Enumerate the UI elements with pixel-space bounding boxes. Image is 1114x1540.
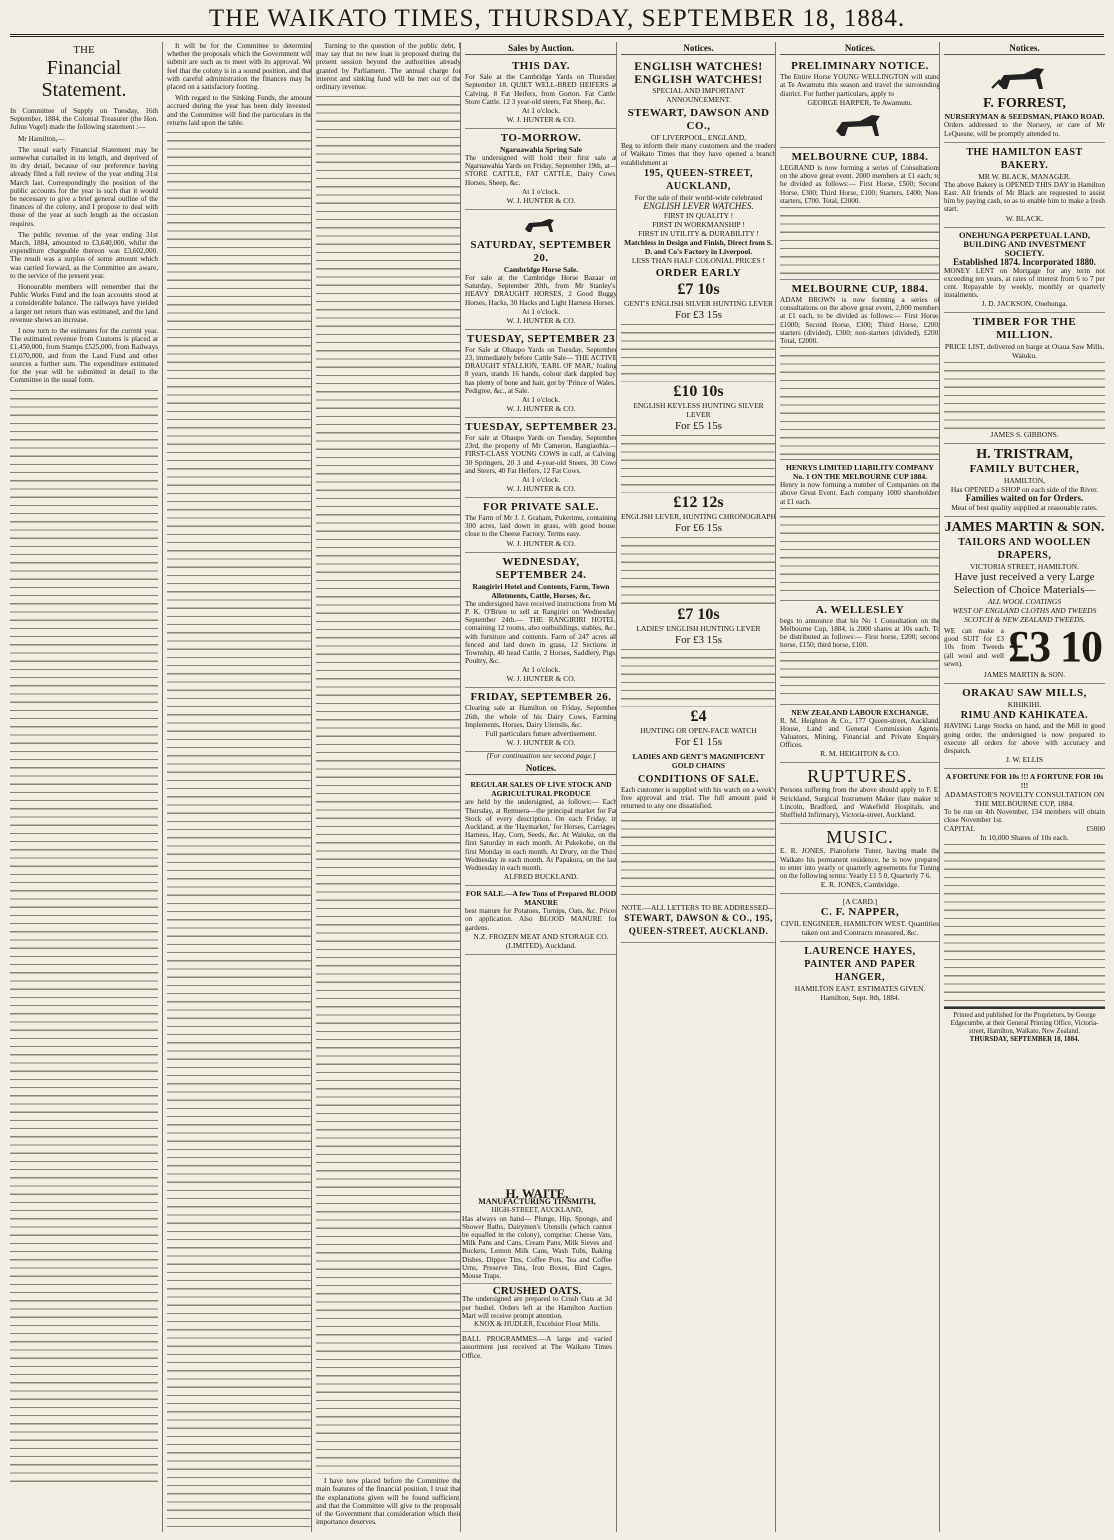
- auction-ad-time: At 1 o'clock.: [521, 106, 561, 116]
- orakau-sawmills-ad: [944, 684, 1105, 769]
- ad-families: Families waited on for Orders.: [965, 493, 1084, 504]
- ad-title: REGULAR SALES OF LIVE STOCK AND AGRICULTURAL PRODUCE: [470, 780, 612, 799]
- auction-ad: [465, 210, 617, 330]
- ad-intro: Beg to inform their many customers and the readers of Waikato Times that they have opened a branch establishment at: [621, 142, 776, 167]
- ad-chains: LADIES AND GENT'S MAGNIFICENT GOLD CHAINS: [632, 751, 765, 770]
- auction-ad-title: THIS DAY.: [511, 60, 571, 73]
- ad-title: F. FORREST,: [983, 96, 1066, 112]
- ad-body: R. M. Heighton & Co., 177 Queen-street, Auckland, House, Land and General Commission Agents, Valuators, Mining, Financial and Private Enquiry Offices.: [780, 716, 940, 750]
- ad-body-filler: [944, 842, 1105, 1002]
- auction-ad-subtitle: Ngaruawahia Spring Sale: [499, 145, 583, 155]
- ad-title: A FORTUNE FOR 10s !!! A FORTUNE FOR 10s !!!: [945, 772, 1104, 791]
- ad-body: The Entire Horse YOUNG WELLINGTON will stand at Te Awamutu this season and travel the surrounding district. For further particulars, apply to: [780, 73, 940, 98]
- auction-ad-title: TO-MORROW.: [500, 132, 582, 145]
- ad-title: MELBOURNE CUP, 1884.: [791, 283, 929, 296]
- ad-title: ONEHUNGA PERPETUAL LAND, BUILDING AND INVESTMENT SOCIETY.: [958, 229, 1091, 258]
- notices-header: Notices.: [621, 44, 776, 55]
- notices-header: Notices.: [944, 44, 1105, 55]
- ad-body-filler: [944, 360, 1105, 430]
- auction-ad-subtitle: Rangiriri Hotel and Contents, Farm, Town Allotments, Cattle, Horses, &c.: [472, 581, 610, 600]
- ad-sub: MR W. BLACK, MANAGER.: [978, 171, 1071, 181]
- ad-title: HENRYS LIMITED LIABILITY COMPANY No. 1 ON THE MELBOURNE CUP 1884.: [786, 463, 934, 482]
- ad-title: ORAKAU SAW MILLS,: [962, 687, 1087, 700]
- auction-ad: [465, 688, 617, 752]
- ad-firm: STEWART, DAWSON AND CO.,: [627, 107, 770, 133]
- watch-item: [621, 280, 776, 322]
- ad-firm: J. D. JACKSON, Onehunga.: [981, 299, 1068, 309]
- livestock-sales-ad: [465, 777, 617, 886]
- capital-label: CAPITAL: [944, 823, 976, 833]
- ad-body: MONEY LENT on Mortgage for any term not exceeding ten years, at rates of interest from 6 to 7 per cent. Repayable by weekly, monthly or quarterly instalments.: [944, 266, 1105, 300]
- preliminary-notice-ad: [780, 57, 940, 148]
- ad-title: PRELIMINARY NOTICE.: [791, 60, 929, 73]
- ad-firm: ALFRED BUCKLAND.: [503, 872, 579, 882]
- article-paragraph: I have now placed before the Committee the main features of the financial position. I trust that the explanations given will be found sufficient, and that the Committee will give to the proposals of the Government that consideration which their importance deserves.: [316, 1477, 461, 1527]
- ad-product: ENGLISH LEVER WATCHES.: [643, 200, 754, 211]
- imprint: [944, 1007, 1105, 1044]
- ad-body-filler: [780, 506, 940, 596]
- hayes-ad: [780, 942, 940, 1006]
- auction-ad-time: At 1 o'clock.: [521, 475, 561, 485]
- ad-meat: Meat of best quality supplied at reasonable rates.: [951, 503, 1098, 513]
- auction-ad-firm: W. J. HUNTER & CO.: [506, 674, 576, 684]
- ad-special: SPECIAL AND IMPORTANT ANNOUNCEMENT.: [652, 86, 745, 105]
- ad-conditions-body: Each customer is supplied with his watch on a week's free approval and trial. The full amount paid is returned to any one dissatisfied.: [621, 785, 776, 811]
- ruptures-ad: [780, 763, 940, 824]
- auction-ad-firm: W. J. HUNTER & CO.: [506, 315, 576, 325]
- auction-ad-firm: W. J. HUNTER & CO.: [506, 484, 576, 494]
- masthead: [10, 4, 1104, 37]
- auction-ad: [465, 330, 617, 418]
- ad-body: E. R. JONES, Pianoforte Tuner, having made the Waikato his permanent residence, he is now prepared to enter into yearly or quarterly agreements for Tuning on the following terms: Yearly £1 5 0, Quarterly 7 6.: [780, 847, 940, 880]
- notices-column-7: [939, 42, 1105, 1532]
- ball-programmes-ad: BALL PROGRAMMES.—A large and varied assortment just received at The Waikato Times Office.: [462, 1335, 612, 1360]
- auction-ad-firm: W. J. HUNTER & CO.: [506, 195, 576, 205]
- watch-price: £4: [690, 707, 707, 725]
- ad-sub: FAMILY BUTCHER,: [969, 463, 1080, 476]
- crushed-oats-title: CRUSHED OATS.: [492, 1285, 582, 1298]
- watch-price: £7 10s: [677, 605, 720, 623]
- henrys-company-ad: [780, 460, 940, 601]
- forrest-ad: [944, 57, 1105, 143]
- auction-ad-body: For Sale at the Cambridge Yards on Thursday, September 18. QUIET WELL-BRED HEIFERS at Calving. 8 Fat Heifers, from Gorton. Fat Cattle, Store Cattle. 12 3 year-old steers, Fat Sheep, &c.: [465, 73, 617, 106]
- ad-firm: N.Z. FROZEN MEAT AND STORAGE CO. (LIMITED), Auckland.: [473, 931, 609, 950]
- adamastor-ad: [944, 769, 1105, 1007]
- watch-sale-price: For £3 15s: [674, 308, 723, 321]
- article-paragraph: I now turn to the estimates for the current year. The estimated revenue from Customs is placed at £1,450,000, from Stamps £525,000, from Railways £1,070,000, and from the Land Fund and other sources a further sum. The expenditure estimated for the year will be submitted in detail to the Committee in the usual form.: [10, 327, 158, 385]
- auction-ad-time: At 1 o'clock.: [521, 186, 561, 196]
- imprint-text: Printed and published for the Proprietors, by George Edgecumbe, at their General Printing Office, Victoria-street, Hamilton, Waikato, New Zealand.: [950, 1011, 1099, 1035]
- auction-ad-firm: W. J. HUNTER & CO.: [506, 115, 576, 125]
- suit-price: £3 10: [1008, 622, 1102, 672]
- newspaper-title: THE WAIKATO TIMES, THURSDAY, SEPTEMBER 18, 1884.: [208, 5, 906, 32]
- article-paragraph: Turning to the question of the public debt, I may say that no new loan is proposed during the present session beyond the authorities already granted by Parliament. The annual charge for interest and sinking fund will be met out of the ordinary revenue.: [316, 42, 461, 92]
- ad-conditions-title: CONDITIONS OF SALE.: [637, 773, 760, 785]
- ad-claim: FIRST IN UTILITY & DURABILITY !: [638, 228, 759, 238]
- ad-body: Has OPENED a SHOP on each side of the River.: [950, 485, 1099, 495]
- watches-column: [616, 42, 776, 1532]
- auction-ad-body: For sale at Ohaupo Yards on Tuesday, September 23rd, the property of Mr Cameron, Rangiaohia.— FIRST-CLASS YOUNG COWS in calf, at Calving. 30 Springers, 20 3 and 4-year-old Steers, 30 Cows and Steers, 40 Fat Heifers, 12 Fat Cows.: [465, 434, 617, 475]
- ad-title: JAMES MARTIN & SON.: [944, 520, 1105, 536]
- auction-ad-time: At 1 o'clock.: [521, 395, 561, 405]
- ad-title: H. TRISTRAM,: [976, 447, 1073, 463]
- auction-ad-subtitle: Cambridge Horse Sale.: [503, 265, 579, 275]
- auction-ad-body: Clearing sale at Hamilton on Friday, September 26th, the whole of his Dairy Cows, Farming Implements, Horses, Dairy Utensils, &c.: [465, 704, 617, 729]
- ad-less: LESS THAN HALF COLONIAL PRICES !: [631, 255, 766, 265]
- auction-ad: [465, 553, 617, 689]
- auction-ad-title: FRIDAY, SEPTEMBER 26.: [470, 691, 612, 704]
- notices-header: Notices.: [780, 44, 940, 55]
- article-body-filler: [10, 388, 158, 1488]
- ad-claim: FIRST IN QUALITY !: [663, 210, 734, 220]
- ad-firm: W. BLACK.: [1005, 213, 1044, 223]
- capital-value: £5000: [1086, 823, 1105, 833]
- ad-body: ADAM BROWN is now forming a series of consultations on the above great event, 2,000 members at £1 each, to be divided as follows:— First Horse, £1000; Second Horse, £300; Third Horse, £200; starters (divided), £300; non-starters (divided), £200. Total, £2000.: [780, 296, 940, 346]
- ad-note: NOTE.—ALL LETTERS TO BE ADDRESSED—: [621, 903, 776, 913]
- auction-ad-title: SATURDAY, SEPTEMBER 20.: [470, 239, 612, 265]
- auction-ad-title: FOR PRIVATE SALE.: [483, 501, 599, 514]
- notices-column-6: [775, 42, 940, 1532]
- auction-ad: [465, 418, 617, 498]
- ad-firm: JAMES MARTIN & SON.: [983, 670, 1066, 680]
- ad-body: Persons suffering from the above should apply to F. E. Strickland, Surgical Instrument Maker (late maker to Lincoln, Bradford, and Wakefield Hospitals, and Sheffield Infirmary), Victoria-street, Auckland.: [780, 786, 940, 820]
- waite-title: H. WAITE,: [505, 1186, 569, 1201]
- waite-body: Has always on hand— Plunge, Hip, Sponge, and Shower Baths, Dairymen's Utensils (which cannot be equalled in the colony), comprise: Cheese Vats, Milk Pans and Cans, Cream Pans, Milk Sieves and Buckets, Lemon Milk Cans, Wash Tubs, Baking Dishes, Dipper Tins, Coffee Pots, Tea and Coffee Urns, Preserve Tins, Iron Boxes, Bird Cages, Mouse Traps.: [462, 1214, 612, 1281]
- auction-ad-title: TUESDAY, SEPTEMBER 23: [466, 332, 616, 345]
- ad-body: To be run on 4th November, 134 members will obtain close November 1st.: [944, 808, 1105, 825]
- ad-body-filler: [621, 535, 776, 605]
- ad-sub: KIHIKIHI.: [1007, 700, 1042, 710]
- article-body-filler: [316, 94, 461, 1474]
- watch-sale-price: For £1 15s: [674, 735, 723, 748]
- ad-title: MELBOURNE CUP, 1884.: [791, 151, 929, 164]
- ad-matchless: Matchless in Design and Finish, Direct from S. D. and Co's Factory in Liverpool.: [624, 237, 773, 256]
- article-column-2: [162, 42, 312, 1532]
- ad-line: SCOTCH & NEW ZEALAND TWEEDS.: [963, 615, 1086, 625]
- napper-card-ad: [780, 894, 940, 942]
- watch-price: £12 12s: [673, 493, 724, 511]
- crushed-oats-body: The undersigned are prepared to Crush Oats at 3d per bushel. Orders left at the Hamilton Auction Mart will receive prompt attention.: [462, 1295, 612, 1320]
- horse-icon: [521, 215, 561, 235]
- article-paragraph: It will be for the Committee to determine whether the proposals which the Government will submit are such as to meet with its approval. We feel that the colony is in a sound position, and that with careful administration the finances may be placed on a satisfactory footing.: [167, 42, 312, 92]
- ad-body: Have just received a very Large Selection of Choice Materials—: [953, 571, 1096, 597]
- ad-body: CIVIL ENGINEER, HAMILTON WEST. Quantities taken out and Contracts measured, &c.: [780, 919, 940, 938]
- auction-ad-firm: W. J. HUNTER & CO.: [506, 538, 576, 548]
- onehunga-society-ad: [944, 228, 1105, 314]
- auction-ad: [465, 129, 617, 210]
- ad-firm: J. W. ELLIS: [1005, 755, 1044, 765]
- article-intro: In Committee of Supply on Tuesday, 16th September, 1884, the Colonial Treasurer (the Hon. Julius Vogel) made the following statement :—: [10, 107, 158, 132]
- ad-sub: PRICE LIST, delivered on barge at Otaua Saw Mills, Waiuku.: [944, 342, 1105, 361]
- article-paragraph: The usual early Financial Statement may be somewhat curtailed in its length, and deprived of its dry detail, because of our preference having already filed a full review of the year ending 31st March last. Correspondingly the position of the public accounts for the year is such that it would be necessary to give a brief general outline of the finances of the colony, and I propose to deal with those of the year at such length as the occasion requires.: [10, 145, 158, 228]
- ad-sub: NURSERYMAN & SEEDSMAN, PIAKO ROAD.: [944, 112, 1105, 122]
- plough-horse-icon: [990, 62, 1060, 92]
- ad-body: best manure for Potatoes, Turnips, Oats, &c. Prices on application. Also BLOOD MANURE for gardens.: [465, 907, 617, 932]
- ad-line: WEST OF ENGLAND CLOTHS AND TWEEDS: [952, 606, 1097, 616]
- auction-header: Sales by Auction.: [465, 44, 617, 55]
- watch-name: LADIES' ENGLISH HUNTING LEVER: [636, 623, 761, 633]
- ad-body: are held by the undersigned, as follows:— Each Thursday, at Remuera—the principal market for Fat Stock of every description. On each Friday, in Auckland, at the 'Haymarket,' for Horses, Carriages, Harness, Hay, Corn, Seeds, &c. At Waiuku, on the first Saturday in each month. At Pukekohe, on the first Monday in each month. At Drury, on the Third Wednesday in each month. At Papakura, on the last Wednesday in each month.: [465, 798, 617, 872]
- ad-body-filler: [621, 647, 776, 707]
- ad-date: Hamilton, Sept. 8th, 1884.: [820, 993, 900, 1003]
- english-watches-ad: [621, 57, 776, 943]
- ad-sub2: RIMU AND KAHIKATEA.: [960, 710, 1089, 722]
- watch-name: ENGLISH LEVER, HUNTING CHRONOGRAPH: [621, 511, 776, 521]
- ad-shares: In 10,000 Shares of 10s each.: [980, 832, 1069, 842]
- watch-price: £10 10s: [673, 382, 724, 400]
- ad-body: Orders addressed to the Nursery, or care of Mr LeQuesne, will be promptly attended to.: [944, 121, 1105, 138]
- ad-title: MUSIC.: [826, 827, 894, 848]
- ad-sub: [A CARD.]: [842, 897, 878, 907]
- article-paragraph: Honourable members will remember that the Public Works Fund and the loan accounts stood at a considerable balance. The railways have yielded a larger net return than was estimated, and the land revenue shows an increase.: [10, 283, 158, 324]
- tristram-ad: [944, 444, 1105, 517]
- ad-for-sale: For the sale of their world-wide celebrated: [634, 192, 763, 202]
- auction-ad-title: TUESDAY, SEPTEMBER 23.: [465, 421, 617, 434]
- ad-title: C. F. NAPPER,: [820, 906, 900, 919]
- labour-exchange-ad: [780, 705, 940, 764]
- ad-title: TIMBER FOR THE MILLION.: [972, 316, 1077, 342]
- article-column-1: [10, 42, 158, 1532]
- auction-ad: [465, 498, 617, 553]
- auction-ad-time: At 1 o'clock.: [521, 665, 561, 675]
- ad-body: HAVING Large Stocks on hand, and the Mill in good going order, the undersigned is now prepared to execute all orders for above with accuracy and despatch.: [944, 722, 1105, 756]
- ad-claim: FIRST IN WORKMANSHIP !: [652, 219, 745, 229]
- horse-icon: [830, 109, 890, 139]
- melbourne-cup-ad: [780, 280, 940, 460]
- ad-address2: STEWART, DAWSON & CO., 195, QUEEN-STREET, AUCKLAND.: [624, 913, 773, 937]
- crushed-oats-firm: KNOX & HUDLER, Excelsior Flour Mills.: [474, 1320, 600, 1329]
- auction-ad-note: Full particulars future advertisement.: [485, 728, 597, 738]
- auction-ad-time: At 1 o'clock.: [521, 306, 561, 316]
- article-body-filler: [167, 130, 312, 1530]
- ad-body: begs to announce that his No 1 Consultation on the Melbourne Cup, 1884, is 2000 shares at 10s each. To be distributed as follows:— First horse, £200; second horse, £150; third horse, £100.: [780, 616, 940, 650]
- wellesley-ad: [780, 601, 940, 705]
- notices-header: Notices.: [465, 764, 617, 775]
- auction-ad-body: For sale at the Cambridge Horse Bazaar on Saturday, September 20th, from Mr Stanley's. HEAVY DRAUGHT HORSES, 2 Good Buggy Horses, Hacks, 30 Hacks and Light Harness Horses.: [465, 274, 617, 307]
- watch-name: GENT'S ENGLISH SILVER HUNTING LEVER: [624, 298, 773, 308]
- ad-title: NEW ZEALAND LABOUR EXCHANGE.: [791, 707, 929, 717]
- watch-sale-price: For £5 15s: [674, 419, 723, 432]
- music-ad: [780, 824, 940, 894]
- watch-name: ENGLISH KEYLESS HUNTING SILVER LEVER: [633, 400, 764, 419]
- waite-address: HIGH-STREET, AUCKLAND,: [491, 1206, 583, 1215]
- auction-ad-body: The undersigned will hold their first sale at Ngaruawahia Yards on Friday, September 19th, at— STORE CATTLE, FAT CATTLE, Dairy Cows, Horses, Sheep, &c.: [465, 154, 617, 187]
- ad-body: Henry is now forming a number of Companies on the above Great Event. Each company 1000 shareholders at £1 each.: [780, 481, 940, 506]
- auction-ad-title: WEDNESDAY, SEPTEMBER 24.: [495, 555, 587, 581]
- ad-body-filler: [780, 205, 940, 275]
- ad-make: WE can make a good SUIT for £3 10s from Tweeds (all wool and well sewn).: [944, 626, 1004, 668]
- ad-firm: R. M. HEIGHTON & CO.: [820, 749, 900, 759]
- watch-item: [621, 707, 776, 749]
- ad-street: VICTORIA STREET, HAMILTON.: [970, 562, 1079, 572]
- ad-body: LEGRAND is now forming a series of Consultations on the above great event. 2000 members at £1 each, to be divided as follows:— First Horse, £500; Second Horse, £300; Third Horse, £100; Starters, £400; Non-starters, £700. Total, £2000.: [780, 164, 940, 205]
- auction-ad-body: The undersigned have received instructions from Mr P. K. O'Brien to sell at Rangiriri on Wednesday, September 24th.— THE RANGIRIRI HOTEL, containing 12 rooms, also outbuildings, stables, &c., with furniture and contents. Farm of 247 acres all fenced and laid down in grass, 12 Sections in Township, 40 head Cattle, 2 Horses, Saddlery, Pigs, Poultry, &c.: [465, 599, 617, 666]
- ad-established: Established 1874. Incorporated 1880.: [953, 256, 1096, 267]
- watch-item: [621, 605, 776, 647]
- waite-trade: MANUFACTURING TINSMITH,: [478, 1197, 596, 1207]
- watch-sale-price: For £6 15s: [674, 521, 723, 534]
- watch-item: [621, 382, 776, 433]
- timber-ad: [944, 313, 1105, 444]
- auction-ad-body: For Sale at Ohaupo Yards on Tuesday, September 23, immediately before Cattle Sale— THE ACTIVE DRAUGHT STALLION, 'EARL OF MAR,' foaling 8 years, stands 16 hands, colour dark dappled bay, has plenty of bone and hair, got by 'Prince of Wales.' Pedigree, &c., at Sale.: [465, 345, 617, 395]
- auction-ad: [465, 57, 617, 129]
- ad-body: The above Bakery is OPENED THIS DAY in Hamilton East. All friends of Mr Black are requested to assist him by paying cash, so as to enable him to make a fresh start.: [944, 180, 1105, 214]
- ad-title: FOR SALE.—A few Tons of Prepared BLOOD MANURE: [465, 889, 617, 908]
- article-column-3: [311, 42, 461, 1532]
- continuation-note: [For continuation see second page.]: [486, 750, 596, 760]
- ad-body-filler: [621, 810, 776, 900]
- ad-body-filler: [621, 433, 776, 493]
- melbourne-cup-ad: [780, 148, 940, 280]
- auction-ad-firm: W. J. HUNTER & CO.: [506, 404, 576, 414]
- ad-sub: ADAMASTOR'S NOVELTY CONSULTATION ON THE MELBOURNE CUP, 1884.: [944, 790, 1105, 809]
- ad-firm: E. R. JONES, Cambridge.: [820, 880, 900, 890]
- watch-sale-price: For £3 15s: [674, 633, 723, 646]
- ad-sub: PAINTER AND PAPER HANGER,: [804, 959, 916, 984]
- watch-item: [621, 493, 776, 535]
- ad-title: ENGLISH WATCHES! ENGLISH WATCHES!: [634, 59, 763, 87]
- auction-ad-firm: W. J. HUNTER & CO.: [506, 737, 576, 747]
- article-kicker: THE: [73, 44, 95, 56]
- ad-body: HAMILTON EAST. ESTIMATES GIVEN.: [794, 984, 926, 994]
- article-headline: Financial Statement.: [41, 57, 127, 101]
- waite-ad-block: [462, 1186, 612, 1360]
- article-salutation: Mr Hamilton,—: [18, 134, 65, 143]
- watch-name: HUNTING OR OPEN-FACE WATCH: [640, 725, 757, 735]
- watch-price: £7 10s: [677, 280, 720, 298]
- ad-body-filler: [780, 345, 940, 455]
- ad-title: LAURENCE HAYES,: [804, 945, 916, 958]
- ad-body-filler: [780, 650, 940, 700]
- article-paragraph: With regard to the Sinking Funds, the amount accrued during the year has been duly invested, and the Committee will find the particulars in the returns laid upon the table.: [167, 94, 312, 127]
- imprint-date: THURSDAY, SEPTEMBER 18, 1884.: [969, 1035, 1080, 1043]
- ad-firm: GEORGE HARPER, Te Awamutu.: [807, 97, 913, 107]
- article-paragraph: The public revenue of the year ending 31st March, 1884, amounted to £3,640,000, whilst the expenditure chargeable thereon was £3,602,000. The result was a surplus of some amount which was carried forward, as the Committee are aware, to the service of the present year.: [10, 230, 158, 280]
- martin-tailors-ad: [944, 517, 1105, 684]
- blood-manure-ad: [465, 886, 617, 955]
- ad-address: 195, QUEEN-STREET, AUCKLAND,: [643, 167, 754, 192]
- ad-town: HAMILTON,: [1003, 476, 1046, 486]
- ad-body-filler: [621, 322, 776, 382]
- bakery-ad: [944, 143, 1105, 228]
- ad-line: ALL WOOL COATINGS: [987, 597, 1062, 607]
- ad-sub: TAILORS AND WOOLLEN DRAPERS,: [958, 537, 1091, 562]
- ad-order: ORDER EARLY: [655, 266, 742, 279]
- auction-ad-body: The Farm of Mr J. J. Graham, Pukerimu, containing 300 acres, laid down in grass, with good house, close to the Cheese Factory. Terms easy.: [465, 514, 617, 539]
- ad-firm: JAMES S. GIBBONS.: [990, 430, 1059, 440]
- ad-firm-sub: OF LIVERPOOL, ENGLAND,: [651, 133, 746, 143]
- ad-title: A. WELLESLEY: [815, 603, 905, 616]
- ad-title: RUPTURES.: [807, 766, 913, 787]
- ad-title: THE HAMILTON EAST BAKERY.: [966, 146, 1083, 171]
